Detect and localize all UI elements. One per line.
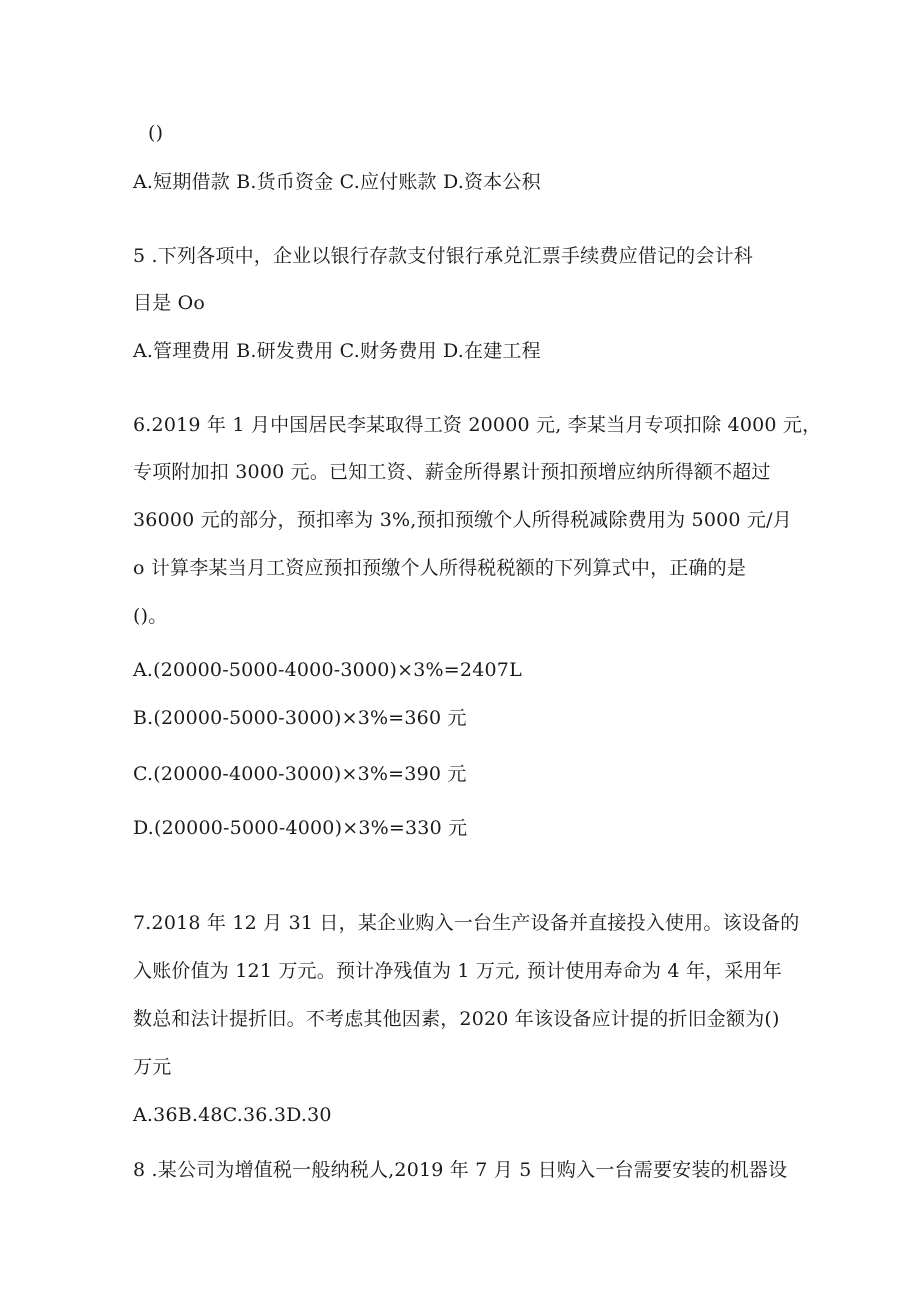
q7-line4: 万元: [133, 1056, 172, 1078]
q4-blank: (): [148, 122, 164, 144]
q8-line1: 8 .某公司为增值税一般纳税人,2019 年 7 月 5 日购入一台需要安装的机器设: [133, 1159, 788, 1181]
q5-line1: 5 .下列各项中，企业以银行存款支付银行承兑汇票手续费应借记的会计科: [133, 245, 753, 267]
q6-line3: 36000 元的部分，预扣率为 3%,预扣预缴个人所得税减除费用为 5000 元/月: [133, 509, 792, 531]
q6-option-b: B.(20000-5000-3000)×3%=360 元: [133, 707, 467, 729]
q7-line3: 数总和法计提折旧。不考虑其他因素，2020 年该设备应计提的折旧金额为(): [133, 1008, 780, 1030]
q7-options: A.36B.48C.36.3D.30: [133, 1104, 332, 1126]
q6-option-d: D.(20000-5000-4000)×3%=330 元: [133, 817, 468, 839]
q7-line1: 7.2018 年 12 月 31 日，某企业购入一台生产设备并直接投入使用。该设备的: [133, 912, 800, 934]
q7-line2: 入账价值为 121 万元。预计净残值为 1 万元, 预计使用寿命为 4 年，采用年: [133, 960, 782, 982]
q6-option-c: C.(20000-4000-3000)×3%=390 元: [133, 763, 467, 785]
q6-option-a: A.(20000-5000-4000-3000)×3%=2407L: [133, 659, 522, 681]
q5-options: A.管理费用 B.研发费用 C.财务费用 D.在建工程: [133, 340, 541, 362]
q4-options: A.短期借款 B.货币资金 C.应付账款 D.资本公积: [133, 171, 541, 193]
q6-line2: 专项附加扣 3000 元。已知工资、薪金所得累计预扣预增应纳所得额不超过: [133, 461, 771, 483]
q5-line2: 目是 Oo: [133, 292, 206, 314]
q6-line4: o 计算李某当月工资应预扣预缴个人所得税税额的下列算式中，正确的是: [133, 557, 747, 579]
q6-line5: ()。: [133, 605, 168, 627]
q6-line1: 6.2019 年 1 月中国居民李某取得工资 20000 元, 李某当月专项扣除 4000 元，: [133, 414, 822, 436]
